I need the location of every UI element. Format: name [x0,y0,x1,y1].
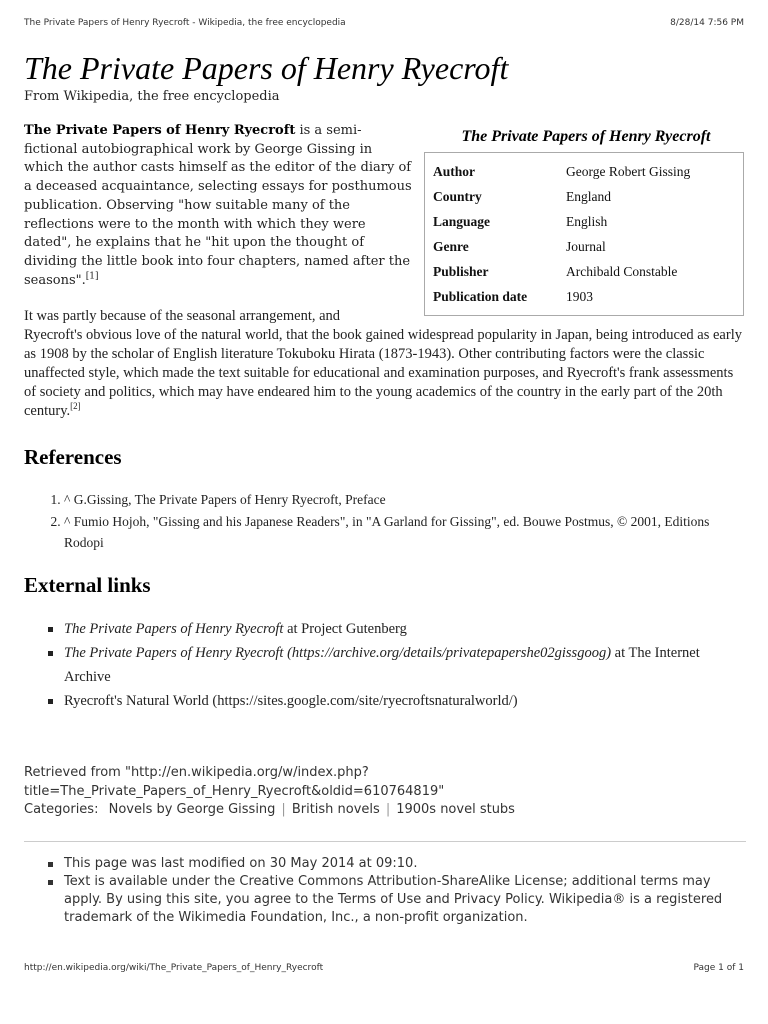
citation-link-1[interactable]: [1] [85,271,99,282]
infobox-row [433,184,735,209]
category-link[interactable]: Novels by George Gissing [108,802,276,817]
infobox-row [433,159,735,184]
references-heading: References [24,445,122,469]
reference-item: 1. ^ G.Gissing, The Private Papers of Henry Ryecroft, Preface [64,489,724,510]
gutenberg-link[interactable]: The Private Papers of Henry Ryecroft [64,621,284,637]
print-footer [24,963,744,973]
body-paragraph-first-line: It was partly because of the seasonal arrangement, and [24,308,341,324]
infobox-key: Genre [433,238,469,254]
infobox-value[interactable]: George Robert Gissing [566,163,691,179]
footer-item: Text is available under the Creative Commons Attribution-ShareAlike License; additional terms may apply. By using this site, you agree to the Terms of Use and Privacy Policy. Wikipedia® is a registered trademark of the Wikimedia Foundation, Inc., a non-profit organization. [64,873,746,927]
internet-archive-link[interactable]: The Private Papers of Henry Ryecroft (https://archive.org/details/privatepapershe02gissgoog) [64,645,612,661]
retrieved-from: Retrieved from "http://en.wikipedia.org/w/index.php?title=The_Private_Papers_of_Henry_Ryecroft&oldid=610764819" [24,765,445,799]
reference-item: 2. ^ Fumio Hojoh, "Gissing and his Japanese Readers", in "A Garland for Gissing", ed. Bouwe Postmus, © 2001, Editions Rodopi [64,511,724,553]
infobox [424,152,744,316]
infobox-title: The Private Papers of Henry Ryecroft [461,128,711,145]
category-link[interactable]: British novels [291,802,380,817]
page-title: The Private Papers of Henry Ryecroft [24,50,509,86]
infobox-value: English [566,213,608,229]
page-tagline: From Wikipedia, the free encyclopedia [24,89,280,104]
print-header-datetime: 8/28/14 7:56 PM [670,18,744,28]
infobox-value: England [566,188,611,204]
body-paragraph-text: Ryecroft's obvious love of the natural world, that the book gained widespread popularity in Japan, being introduced as early as 1908 by the scholar of English literature Tokuboku Hirata (1873-1943). Other contributing factors were the classic unaffected style, which made the text suitable for educational and examination purposes, and Ryecroft's frank assessments of society and politics, which may have endeared him to the young academics of the country in the early part of the 20th century. [24,327,742,419]
footer-list [24,855,746,927]
body-paragraph [24,307,746,421]
external-links-list [24,617,746,713]
categories-label: Categories: [24,802,99,817]
natural-world-link[interactable]: Ryecroft's Natural World (https://sites.google.com/site/ryecroftsnaturalworld/) [64,693,518,709]
infobox-row [433,209,735,234]
footer-item: This page was last modified on 30 May 2014 at 09:10. [64,855,746,873]
infobox-value: 1903 [566,288,593,304]
infobox-value: Journal [566,238,606,254]
category-separator: | [385,802,391,817]
print-footer-url: http://en.wikipedia.org/wiki/The_Private_Papers_of_Henry_Ryecroft [24,963,324,973]
category-link[interactable]: 1900s novel stubs [396,802,515,817]
citation-link-2[interactable]: [2] [70,401,81,412]
external-links-heading: External links [24,573,151,597]
infobox-row [433,234,735,259]
print-header [24,18,744,28]
print-footer-page: Page 1 of 1 [693,963,744,973]
infobox-key: Author [433,163,476,179]
infobox-row [433,284,735,309]
infobox-row [433,259,735,284]
infobox-key: Country [433,188,482,204]
infobox-value: Archibald Constable [566,263,678,279]
external-link-item [64,689,746,713]
footer-divider [24,841,746,842]
category-separator: | [281,802,286,817]
categories-bar [24,802,515,817]
external-link-item: The Private Papers of Henry Ryecroft (https://archive.org/details/privatepapershe02gissgoog) at The Internet Archive [64,641,746,689]
references-list [24,489,724,554]
print-header-title: The Private Papers of Henry Ryecroft - Wikipedia, the free encyclopedia [24,18,346,28]
infobox-key: Publisher [433,263,489,279]
infobox-key: Publication date [433,288,528,304]
lead-text: is a semi-fictional autobiographical work by George Gissing in which the author casts himself as the editor of the diary of a deceased acquaintance, selecting essays for posthumous publication. Observing "how suitable many of the reflections were to the month with which they were dated", he explains that he "hit upon the thought of dividing the little book into four chapters, named after the seasons". [24,123,412,288]
infobox-key: Language [433,213,491,229]
lead-bold-title: The Private Papers of Henry Ryecroft [24,123,296,138]
external-link-item: The Private Papers of Henry Ryecroft at Project Gutenberg [64,617,746,641]
lead-paragraph [24,122,412,290]
